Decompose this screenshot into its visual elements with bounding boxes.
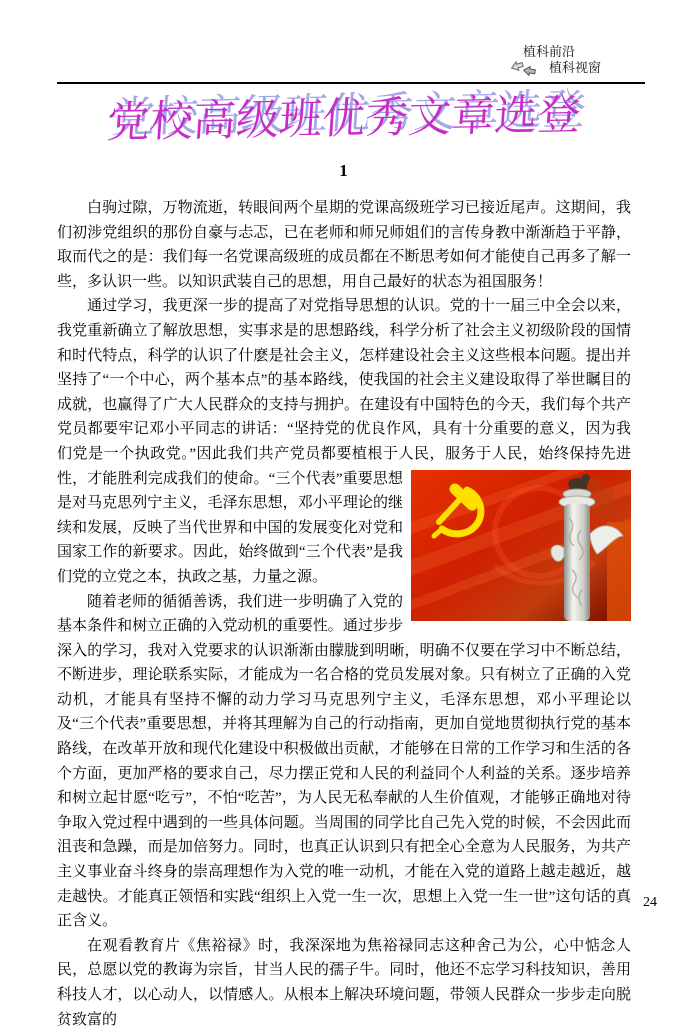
article-body (57, 196, 631, 1032)
block-arrow-icon (522, 64, 538, 78)
paragraph-3 (57, 590, 631, 934)
page-number: 24 (643, 895, 657, 910)
paragraph-1 (57, 196, 631, 294)
party-flag-huabiao-image (411, 470, 631, 621)
journal-column-bottom-row (511, 60, 601, 76)
paragraph-4 (57, 934, 631, 1032)
party-flag-illustration (411, 470, 631, 621)
paragraph-text: 在观看教育片《焦裕禄》时，我深深地为焦裕禄同志这种舍己为公，心中惦念人民，总愿以党的教诲为宗旨，甘当人民的孺子牛。同时，他还不忘学习科技知识，善用科技人才，以心动人，以情感人。从根本上解决环境问题，带领人民群众一步步走向脱贫致富的 (57, 937, 631, 1028)
paragraph-2 (57, 294, 631, 589)
journal-column-top-label: 植科前沿 (522, 44, 575, 59)
paragraph-text: 完成我们的使命。“三个代表”重要思想是对马克思列宁主义，毛泽东思想，邓小平理论的继续和发展，反映了当代世界和中国的发展变化对党和国家工作的新要求。因此，始终做到“三个代表”是我们党的立党之本，执政之基，力量之源。 (57, 470, 403, 585)
decorative-arrow-icons (511, 62, 537, 74)
wordart-title: 党校高级班优秀文章选登 (105, 91, 583, 148)
paragraph-text: 通过学习，我更深一步的提高了对党指导思想的认识。党的十一届三中全会以来，我党重新确立了解放思想，实事求是的思想路线，科学分析了社会主义初级阶段的国情和时代特点，科学的认识了什麽是社会主义，怎样建设社会主义这些根本问题。提出并坚持了“一个中心，两个基本点”的基本路线，使我国的社会主义建设取得了举世瞩目的成就，也赢得了广大人民群众的支持与拥护。在建设有中国特色的今天，我们每个共产党员都要牢记邓小平同志的讲话：“坚持党的优良作风，具有十分重要的意义，因为我们党是一个执政党。”因此我们共产党员都要植根于人民，服务于人民，始终保持先进性，才能胜利 (57, 298, 631, 487)
paragraph-text: 随着老师的循循善诱，我们进一步明确了入党的基本条件和树立正确的入党动机的重要性。通过步步深入的学习，我对入党要求的认识渐渐由朦胧到明晰，明确不仅要在学习中不断总结，不断进步，理论联系实际，才能成为一名合格的党员发展对象。只有树立了正确的入党动机，才能具有坚持不懈的动力学习马克思列宁主义，毛泽东思想，邓小平理论以及“三个代表”重要思想，并将其理解为自己的行动指南，更加自觉地贯彻执行党的基本路线，在改革开放和现代化建设中积极做出贡献，才能够在日常的工作学习和生活的各个方面，更加严格的要求自己，尽力摆正党和人民的利益同个人利益的关系。逐步培养和树立起甘愿“吃亏”，不怕“吃苦”，为人民无私奉献的人生价值观，才能够正确地对待争取入党过程中遇到的一些具体问题。当周围的同学比自己先入党的时候，不会因此而沮丧和急躁，而是加倍努力。同时，也真正认识到只有把全心全意为人民服务，为共产主义事业奋斗终身的崇高理想作为入党的唯一动机，才能在入党的道路上越走越近，越走越快。才能真正领悟和实践“组织上入党一生一次，思想上入党一生一世”这句话的真正含义。 (57, 593, 631, 930)
journal-column-bottom-label: 植科视窗 (548, 60, 601, 75)
paragraph-text: 白驹过隙，万物流逝，转眼间两个星期的党课高级班学习已接近尾声。这期间，我们初涉党组织的那份自豪与忐忑，已在老师和师兄师姐们的言传身教中渐渐趋于平静，取而代之的是：我们每一名党课高级班的成员都在不断思考如何才能使自己再多了解一些，多认识一些。以知识武装自己的思想，用自己最好的状态为祖国服务！ (57, 200, 631, 290)
section-number: 1 (339, 161, 348, 180)
